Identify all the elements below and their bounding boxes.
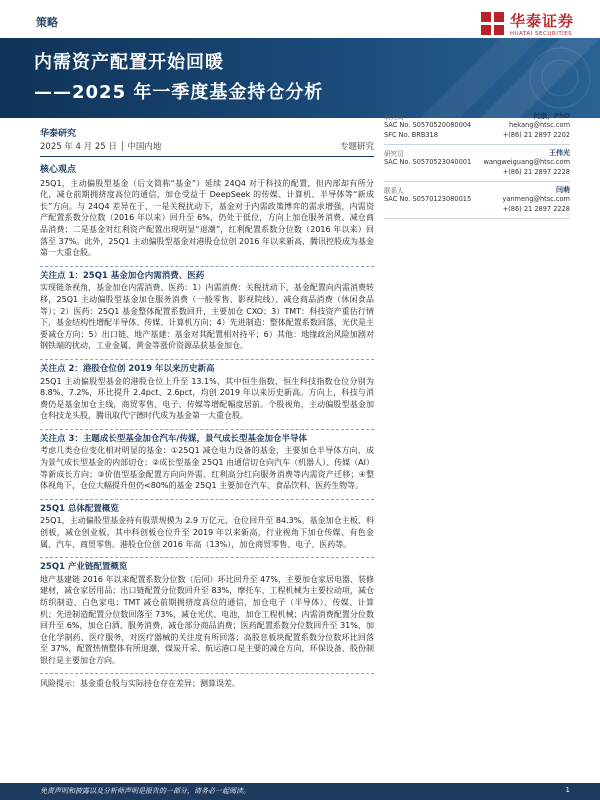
report-date: 2025 年 4 月 25 日 │ 中国内地 [40,142,162,152]
analyst-role: 研究员 [384,150,404,158]
analyst-email[interactable]: yanmeng@htsc.com [502,195,570,203]
report-title: 内需资产配置开始回暖 [34,52,224,73]
main-content [40,165,374,689]
analyst-name: 王伟光 [549,149,570,157]
report-type: 专题研究 [339,142,374,152]
analyst-card [384,182,570,219]
analyst-name: 何康，PhD [533,112,570,120]
industry-chain-heading: 25Q1 产业链配置概览 [40,557,374,574]
industry-chain-text: 地产基建链 2016 年以来配置系数分位数（后同）环比回升至 47%，主要加仓家居电器、装修建材，减仓家居用品；出口链配置分位数回升至 83%，摩托车、工程机械为主要拉动项，减仓纺织制造、白色家电；TMT 减仓前期拥挤度高位的通信，加仓电子（半导体）、传媒、计算机；先进制造配置分位数回落至 73%，减仓光伏、电池，加仓工程机械；内需消费配置分位数回升至 6%，加仓白酒、服务消费，减仓部分商品消费；医药配置系数分位数回升至 31%，加仓化学制药、医疗服务，对医疗器械的关注度有所回落；高股息板块配置系数分位数环比回落至 37%，配置热情整体有所退潮，煤炭开采、航运港口是主要的减仓方向，环保设备、股份制银行是主要加仓方向。 [40,574,374,665]
focus-3-heading: 关注点 3：主题成长型基金加仓汽车/传媒，景气成长型基金加仓半导体 [40,429,374,446]
logo-name-en: HUATAI SECURITIES [509,31,573,37]
overview-text: 25Q1，主动偏股型基金持有股票规模为 2.9 万亿元，仓位回升至 84.3%。基金加仓主板、科创板，减仓创业板，其中科创板仓位升至 2019 年以来新高，行业视角下加仓传媒、有色金属、汽车、商贸零售。港股仓位创 2016 年高（13%），加仓商贸零售、电子、医药等。 [40,516,374,549]
focus-3-text: 考虑几类仓位变化相对明显的基金：①25Q1 减仓电力设备的基金，主要加仓半导体方向，成为景气成长型基金的内部切仓；②成长型基金 25Q1 由通信切仓向汽车（机器人）、传媒（AI）等新成长方向；③价值型基金配置方向向外需、红利高分红向服务消费等内需资产迁移；④整体视角下，仓位大幅提升但仍<80%的基金 25Q1 主要加仓汽车、食品饮料、医药生物等。 [40,446,374,491]
analyst-sac: SAC No. S0570520080004 [384,121,472,129]
analyst-name: 闫萌 [556,186,570,194]
date-line [40,140,374,157]
core-view-heading: 核心观点 [40,165,77,175]
analyst-phone: +(86) 21 2897 2228 [502,167,570,176]
analyst-card [384,145,570,182]
risk-warning: 风险提示：基金重仓股与实际持仓存在差异；测算误差。 [40,673,374,690]
analyst-sfc: SFC No. BRB318 [384,130,438,139]
logo-mark-icon [481,12,505,36]
disclaimer-text: 免责声明和披露以及分析师声明是报告的一部分，请务必一起阅读。 [40,787,250,795]
page-number: 1 [565,786,570,794]
focus-1-heading: 关注点 1：25Q1 基金加仓内需消费、医药 [40,266,374,283]
research-label: 华泰研究 [40,129,77,139]
banner-decoration [340,38,600,118]
analyst-role: 研究员 [384,113,404,121]
brand-logo [481,10,574,37]
focus-1-text: 实现链条视角，基金加仓内需消费、医药：1）内需消费：关税扰动下，基金配置向内需消费转移，25Q1 主动偏股型基金加仓服务消费（一般零售、影视院线）、减仓商品消费（休闲食品等）；2）医药：25Q1 基金整体配置系数回升，主要加仓 CXO；3）TMT：科技资产重估行情下，基金结构性增配半导体、传媒、计算机方向；4）先进制造：整体配置系数回落，光伏是主要减仓方向；5）出口链、地产基建：基金对其配置相对持平；6）其他：地缘政治风险加剧对钢铁端的扰动，工业金属、黄金等涨价资源品获基金加仓。 [40,283,374,351]
focus-2-heading: 关注点 2：港股仓位创 2019 年以来历史新高 [40,359,374,376]
analyst-phone: +(86) 21 2897 2228 [502,204,570,213]
analyst-sidebar [384,108,570,219]
analyst-phone: +(86) 21 2897 2202 [502,130,570,139]
analyst-card [384,108,570,145]
analyst-role: 联系人 [384,187,404,195]
analyst-email[interactable]: hekang@htsc.com [509,121,570,129]
analyst-sac: SAC No. S0570523040001 [384,158,472,166]
page-footer [0,783,600,800]
analyst-email[interactable]: wangweiguang@htsc.com [483,158,570,166]
logo-name: 华泰证券 [509,12,574,30]
report-subtitle: ——2025 年一季度基金持仓分析 [34,82,324,103]
report-tag: 策略 [36,16,58,29]
analyst-sac: SAC No. S0570123080015 [384,195,472,203]
focus-2-text: 25Q1 主动偏股型基金的港股仓位上升至 13.1%，其中恒生指数、恒生科技指数仓位分别为 8.8%、7.2%，环比提升 2.4pct、2.6pct，均创 2019 年以来历史新高。方向上，科技与消费仍是基金加仓主线，商贸零售、电子、传媒等增配幅度居前。个股视角，主动偏股型基金加仓科技龙头股，腾讯取代宁德时代成为基金第一大重仓股。 [40,376,374,421]
overview-heading: 25Q1 总体配置概览 [40,499,374,516]
core-view-text: 25Q1，主动偏股型基金（后文简称“基金”）延续 24Q4 对于科技的配置，但内部却有所分化，减仓前期拥挤度高位的通信，加仓受益于 DeepSeek 的传媒、计算机、半导体等“新成长”方向。与 24Q4 差异在于，一是关税扰动下，基金对于内需政策博弈的需求增强，内需资产配置系数分位数（2016 年以来）回升至 6%，仍处于低位，方向上加仓服务消费、减仓商品消费；二是基金对红利资产配置出现明显“退潮”，红利配置系数分位数（2016 年以来）回落至 37%。此外，25Q1 主动偏股型基金对港股仓位创 2016 年以来新高，腾讯控股成为基金第一大重仓股。 [40,178,374,258]
title-banner [0,38,600,118]
